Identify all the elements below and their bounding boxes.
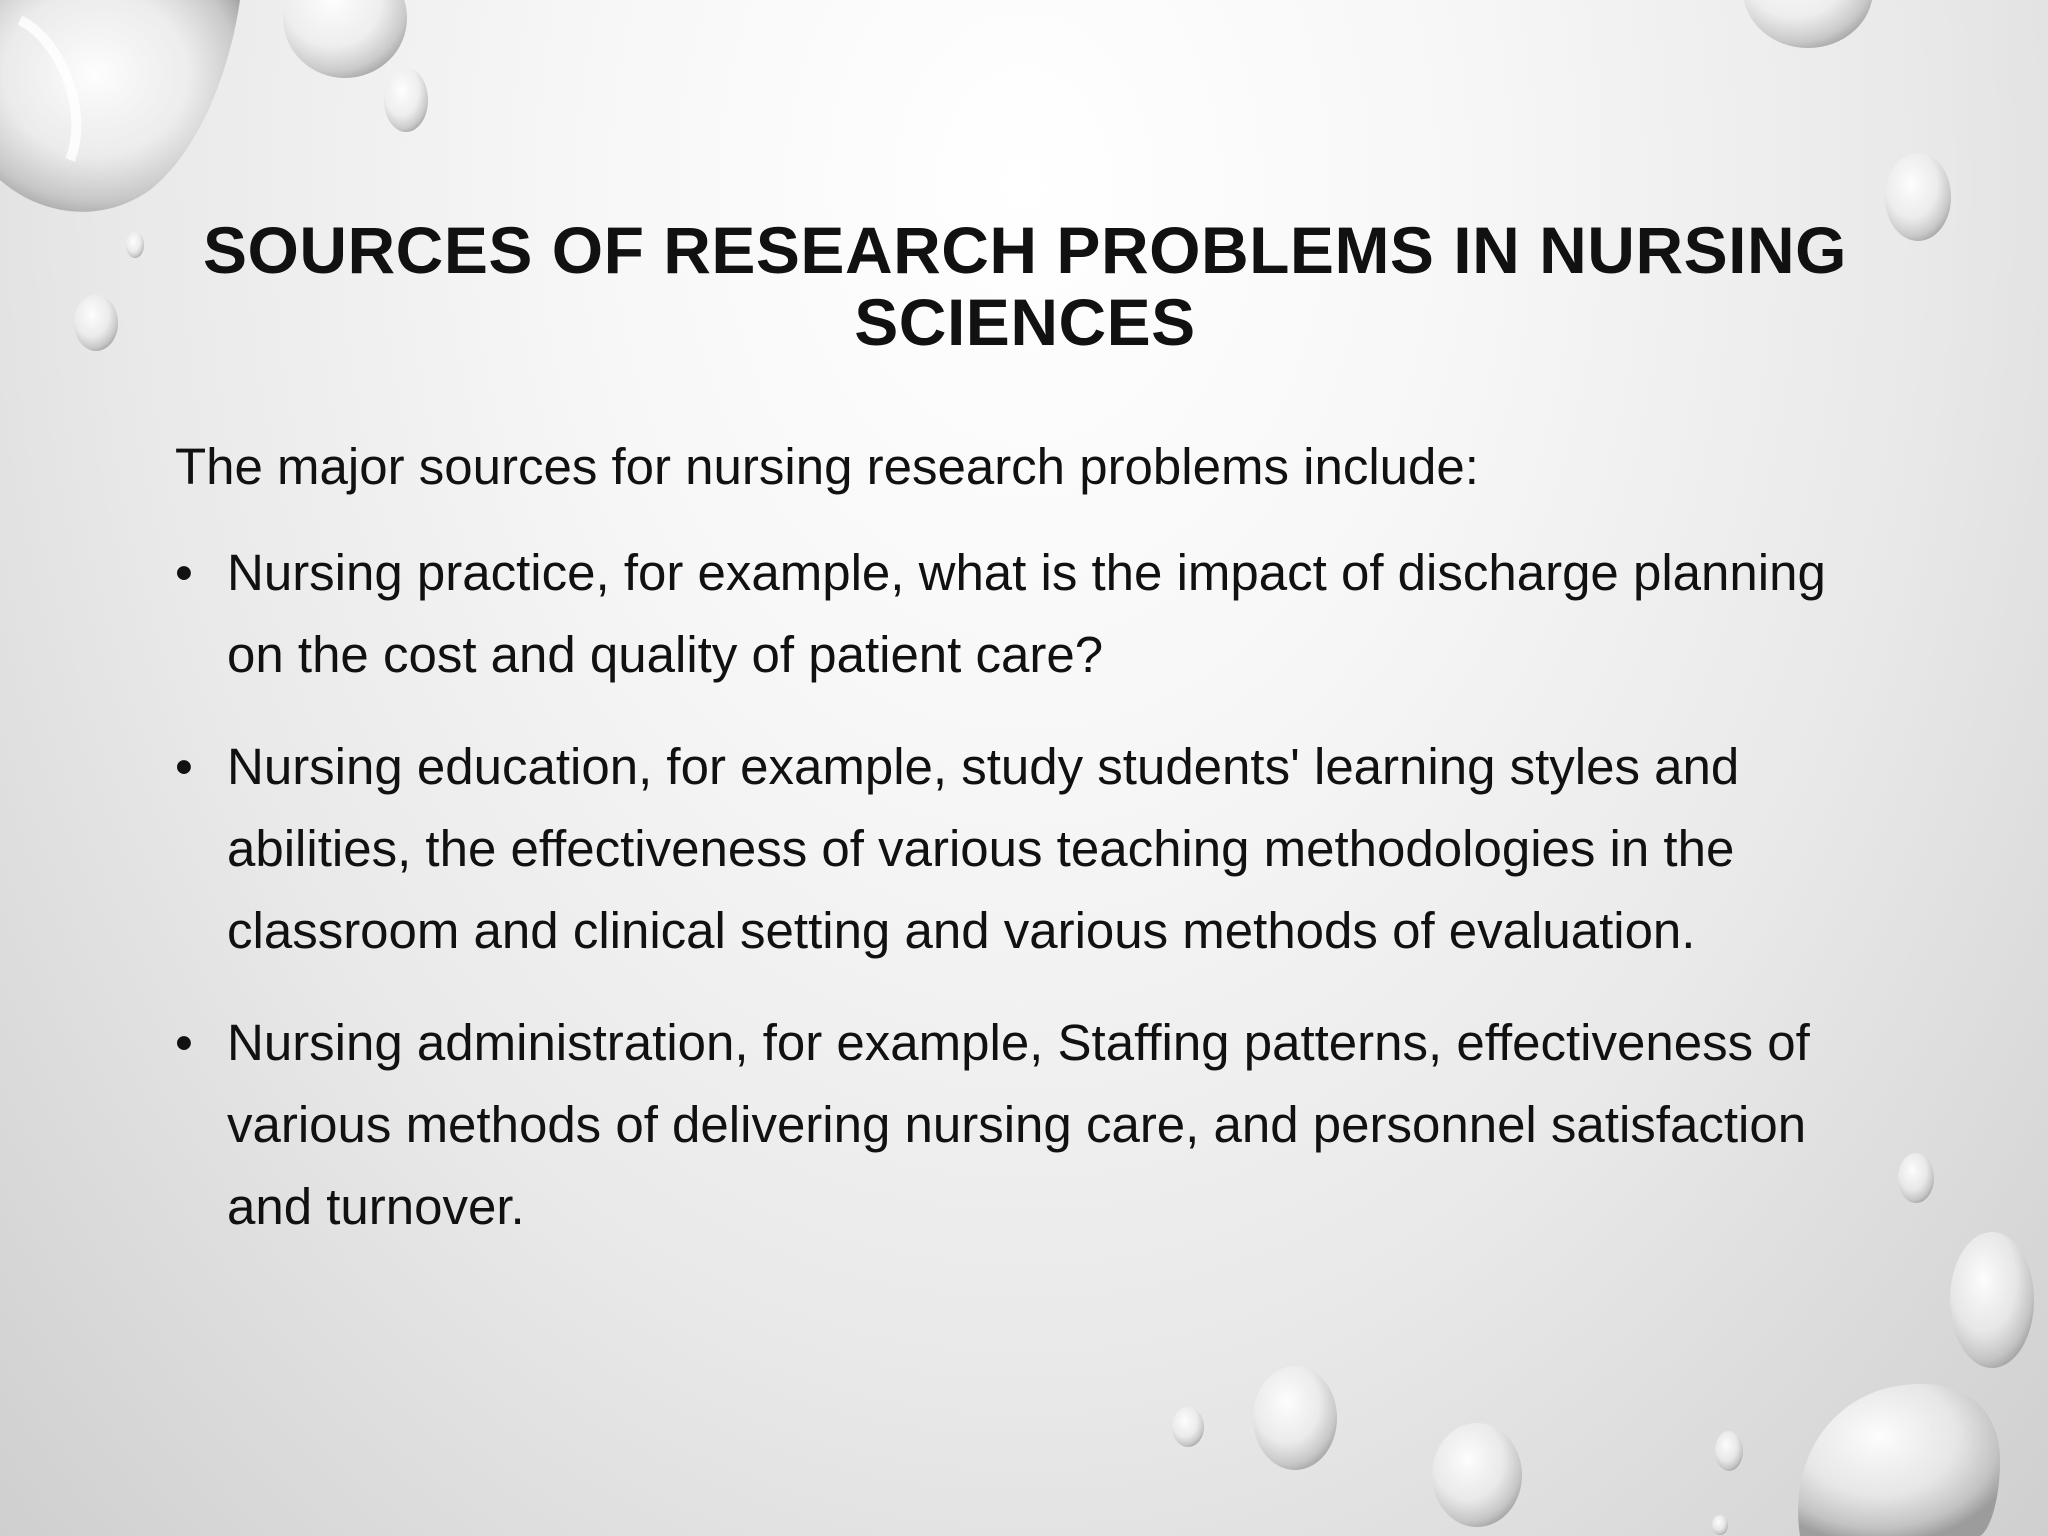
drop-bottom-center-medium <box>1253 1366 1337 1470</box>
drop-bottom-large <box>1432 1423 1522 1527</box>
slide-body <box>175 426 1895 1278</box>
drop-top-left-medium <box>283 0 407 78</box>
bullet-dot: • <box>175 738 193 795</box>
bullet-item-administration <box>175 1002 1895 1248</box>
drop-bottom-right-small-2 <box>1715 1431 1743 1471</box>
drop-bottom-right-large-1 <box>1950 1232 2034 1368</box>
drop-top-left-small <box>384 68 428 132</box>
slide-title: SOURCES OF RESEARCH PROBLEMS IN NURSING SCIENCES <box>203 213 1847 359</box>
drop-left-small-2 <box>74 295 118 351</box>
bullet-text-administration: Nursing administration, for example, Staffing patterns, effectiveness of various methods of delivering nursing care, and personnel satisfaction and turnover. <box>227 1014 1810 1235</box>
bullet-item-education <box>175 726 1895 972</box>
bullet-text-education: Nursing education, for example, study students' learning styles and abilities, the effectiveness of various teaching methodologies in the classroom and clinical setting and various methods of evaluation. <box>227 738 1740 959</box>
bullet-dot: • <box>175 544 193 601</box>
drop-top-right-large <box>1743 0 1873 48</box>
bullet-text-practice: Nursing practice, for example, what is the impact of discharge planning on the cost and quality of patient care? <box>227 544 1826 683</box>
drop-bottom-right-tiny <box>1712 1515 1728 1535</box>
bullet-list <box>175 532 1895 1248</box>
bullet-item-practice <box>175 532 1895 696</box>
drop-bottom-center-small <box>1172 1407 1204 1447</box>
drop-left-small-1 <box>126 232 144 258</box>
drop-bottom-right-small-1 <box>1898 1153 1934 1203</box>
drop-top-left-large <box>0 0 240 212</box>
drop-bottom-right-large-2 <box>1798 1384 2000 1536</box>
bullet-dot: • <box>175 1014 193 1071</box>
intro-text: The major sources for nursing research problems include: <box>175 438 1479 495</box>
